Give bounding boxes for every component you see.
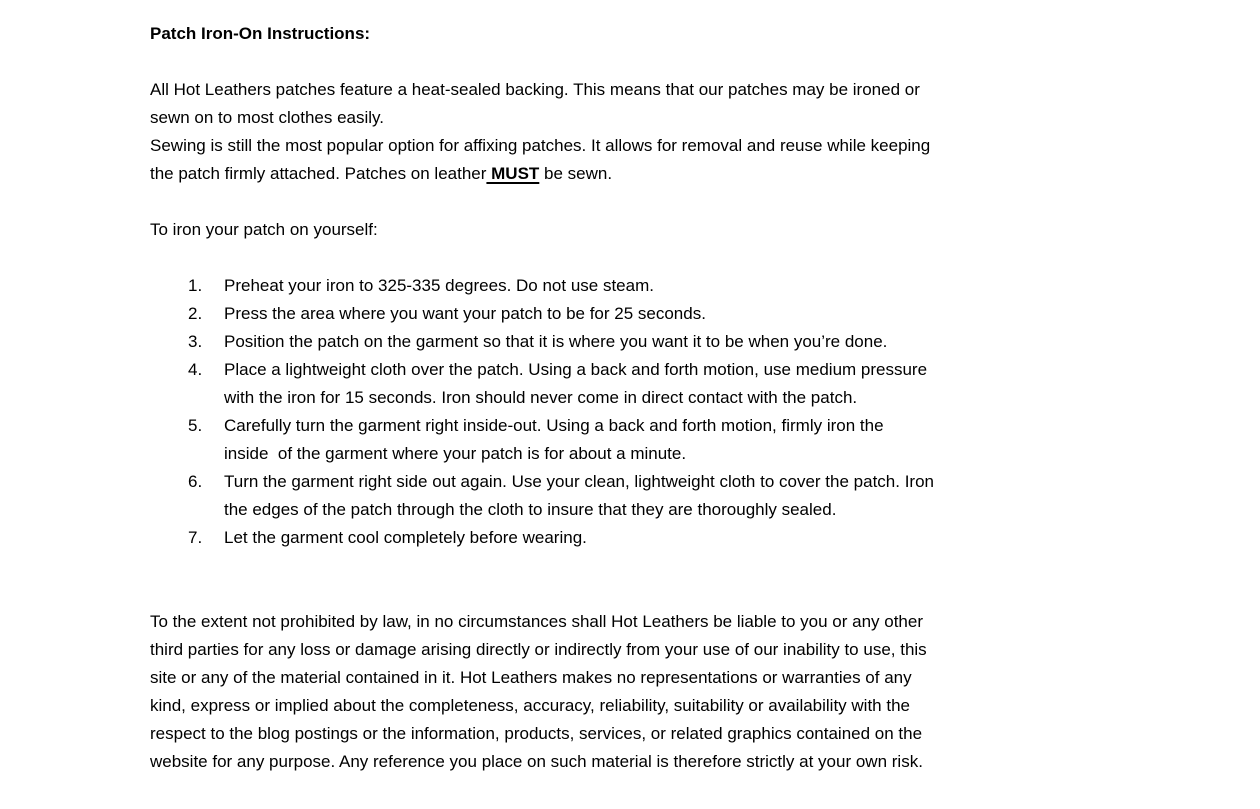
step-row: [188, 524, 1145, 552]
step-number: 2.: [188, 304, 203, 323]
intro-line: [150, 160, 1145, 188]
step-row: [188, 300, 1145, 328]
step-row: [188, 328, 1145, 356]
step-row-continuation: [188, 440, 1145, 468]
intro-line: All Hot Leathers patches feature a heat-sealed backing. This means that our patches may be ironed or: [150, 80, 920, 99]
doc-title: Patch Iron-On Instructions:: [150, 24, 371, 43]
intro-line: sewn on to most clothes easily.: [150, 108, 385, 127]
must-emphasis: MUST: [486, 164, 540, 183]
step-text: inside of the garment where your patch is for about a minute.: [224, 444, 687, 463]
intro-text-pre: the patch firmly attached. Patches on leather: [150, 164, 487, 183]
step-number-blank: [188, 384, 224, 412]
step-text: Let the garment cool completely before wearing.: [224, 528, 587, 547]
step-number: 6.: [188, 472, 203, 491]
step-text: Position the patch on the garment so that it is where you want it to be when you’re done.: [224, 332, 888, 351]
disclaimer-line: respect to the blog postings or the information, products, services, or related graphics contained on the: [150, 724, 923, 743]
blank-line: [150, 48, 1145, 76]
step-text: with the iron for 15 seconds. Iron should never come in direct contact with the patch.: [224, 388, 858, 407]
step-number: 7.: [188, 528, 203, 547]
blank-line: [150, 244, 1145, 272]
step-row: [188, 412, 1145, 440]
disclaimer-line: third parties for any loss or damage arising directly or indirectly from your use of our inability to use, this: [150, 640, 927, 659]
step-number: 4.: [188, 360, 203, 379]
step-row-continuation: [188, 496, 1145, 524]
step-text: Place a lightweight cloth over the patch. Using a back and forth motion, use medium pressure: [224, 360, 928, 379]
step-row: [188, 468, 1145, 496]
step-row-continuation: [188, 384, 1145, 412]
disclaimer-line: To the extent not prohibited by law, in no circumstances shall Hot Leathers be liable to you or any other: [150, 612, 924, 631]
blank-line: [150, 188, 1145, 216]
disclaimer-line: kind, express or implied about the completeness, accuracy, reliability, suitability or availability with the: [150, 696, 910, 715]
disclaimer-line: website for any purpose. Any reference you place on such material is therefore strictly at your own risk.: [150, 752, 923, 771]
subheading: To iron your patch on yourself:: [150, 220, 378, 239]
steps-list: [188, 272, 1145, 552]
intro-text-post: be sewn.: [539, 164, 613, 183]
step-row: [188, 272, 1145, 300]
step-number: 1.: [188, 276, 203, 295]
step-number-blank: [188, 440, 224, 468]
step-text: Carefully turn the garment right inside-out. Using a back and forth motion, firmly iron the: [224, 416, 884, 435]
step-row: [188, 356, 1145, 384]
step-number-blank: [188, 496, 224, 524]
intro-line: Sewing is still the most popular option for affixing patches. It allows for removal and reuse while keeping: [150, 136, 931, 155]
step-text: Preheat your iron to 325-335 degrees. Do not use steam.: [224, 276, 654, 295]
disclaimer-line: site or any of the material contained in it. Hot Leathers makes no representations or warranties of any: [150, 668, 912, 687]
step-number: 3.: [188, 332, 203, 351]
step-text: the edges of the patch through the cloth to insure that they are thoroughly sealed.: [224, 500, 837, 519]
step-text: Turn the garment right side out again. Use your clean, lightweight cloth to cover the patch. Iron: [224, 472, 934, 491]
blank-gap: [150, 552, 1145, 608]
step-text: Press the area where you want your patch to be for 25 seconds.: [224, 304, 706, 323]
step-number: 5.: [188, 416, 203, 435]
